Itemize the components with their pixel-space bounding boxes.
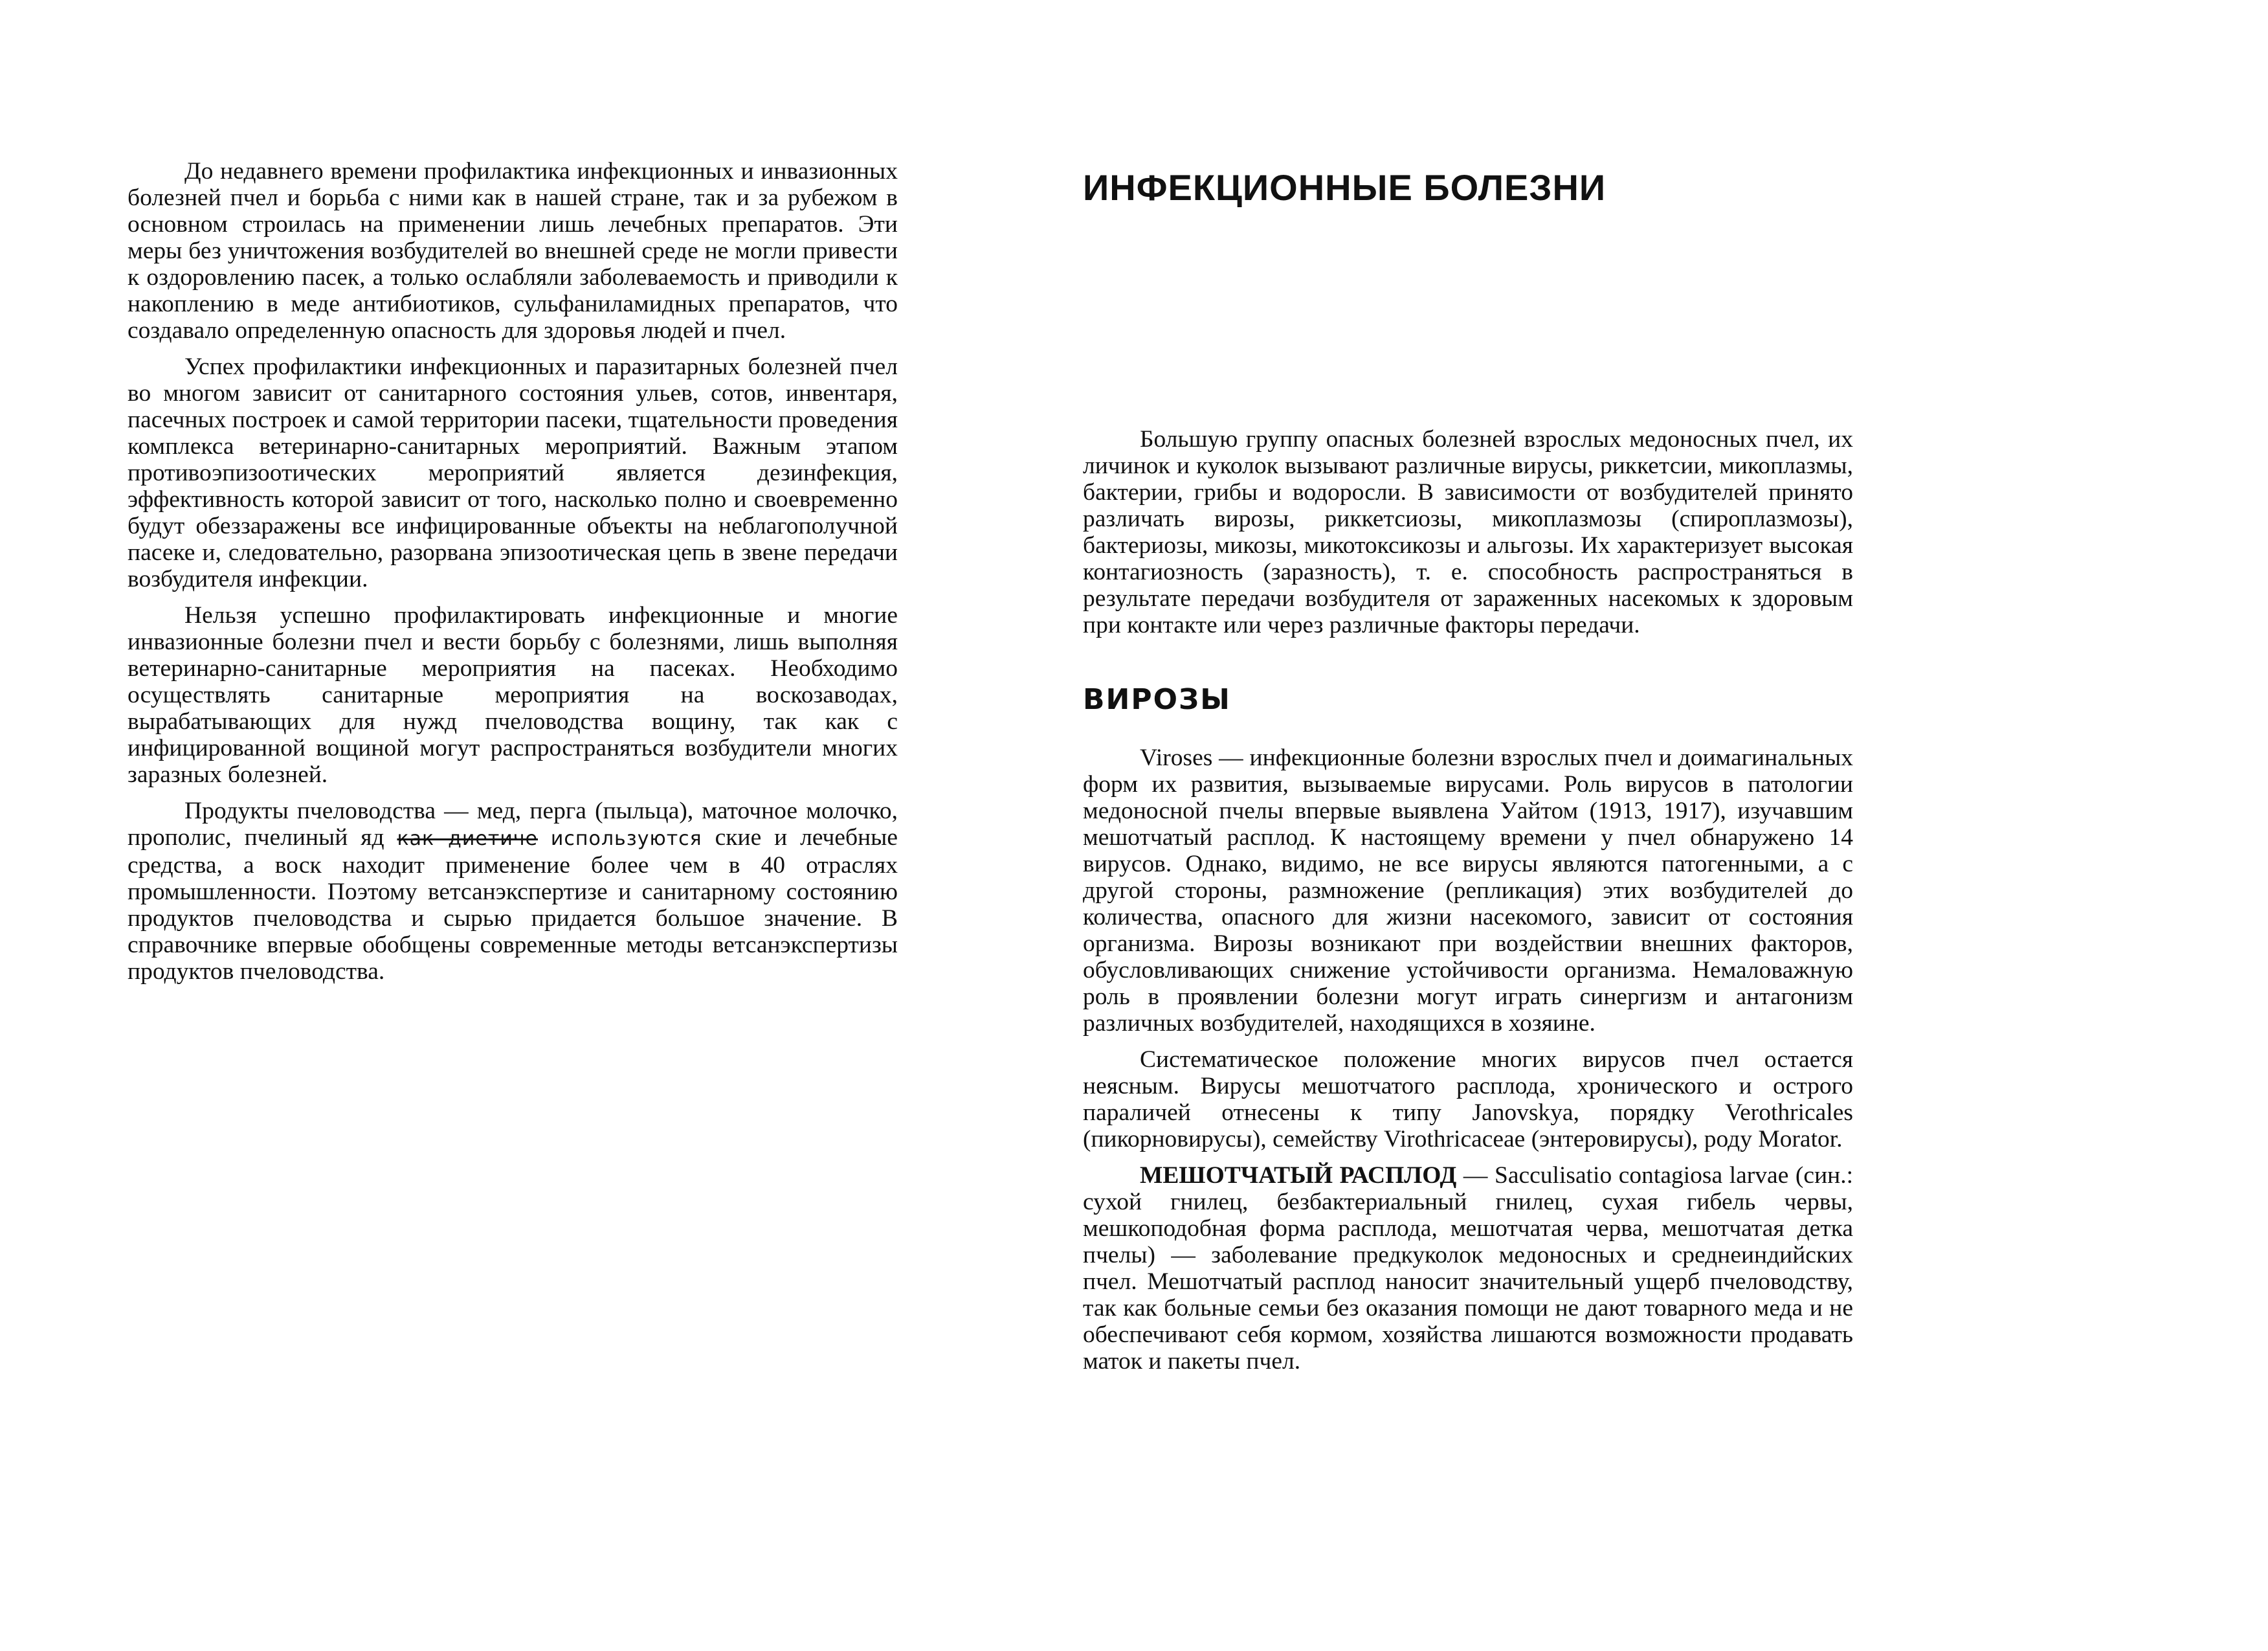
left-text-column [128,158,898,994]
left-paragraph-2: Успех профилактики инфекционных и паразитарных болезней пчел во многом зависит от санитарного состояния ульев, сотов, инвентаря, пасечных построек и самой территории пасеки, тщательности проведения комплекса ветеринарно-санитарных мероприятий. Важным этапом противоэпизоотических мероприятий является дезинфекция, эффективность которой зависит от того, насколько полно и своевременно будут обеззаражены все инфицированные объекты на неблагополучной пасеке и, следовательно, разорвана эпизоотическая цепь в звене передачи возбудителя инфекции. [128,354,898,592]
section-title: ВИРОЗЫ [1083,683,1231,716]
title-spacer [1083,208,1853,426]
entry-text: — Sacculisatio contagiosa larvae (син.: сухой гнилец, безбактериальный гнилец, сухая гибель червы, мешкоподобная форма расплода, мешотчатая черва, мешотчатая детка пчелы) — заболевание предкуколок медоносных и среднеиндийских пчел. Мешотчатый расплод наносит значительный ущерб пчеловодству, так как больные семьи без оказания помощи не дают товарного меда и не обеспечивают себя кормом, хозяйства лишаются возможности продавать маток и пакеты пчел. [1083,1162,1853,1375]
right-paragraph-2: Систематическое положение многих вирусов пчел остается неясным. Вирусы мешотчатого расплода, хронического и острого параличей отнесены к типу Janovskya, порядку Verothricales (пикорновирусы), семейству Virothricaceae (энтеровирусы), роду Morator. [1083,1046,1853,1152]
right-page [1083,0,2268,1651]
right-paragraph-1: Viroses — инфекционные болезни взрослых пчел и доимагинальных форм их развития, вызываемые вирусами. Роль вирусов в патологии медоносной пчелы впервые выявлена Уайтом (1913, 1917), изучавшим мешотчатый расплод. К настоящему времени у пчел обнаружено 14 вирусов. Однако, видимо, не все вирусы являются патогенными, а с другой стороны, размножение (репликация) этих возбудителей до количества, опасного для жизни насекомого, зависит от состояния организма. Вирозы возникают при воздействии внешних факторов, обусловливающих снижение устойчивости организма. Немаловажную роль в проявлении болезни могут играть синергизм и антагонизм различных возбудителей, находящихся в хозяине. [1083,745,1853,1037]
left-paragraph-4-rest: ские и лечебные средства, а воск находит применение более чем в 40 отраслях промышленности. Поэтому ветсанэкспертизе и санитарному состоянию продуктов пчеловодства и сырью придается большое значение. В справочнике впервые обобщены современные методы ветсанэкспертизы продуктов пчеловодства. [128,824,898,985]
struck-text: как диетиче [397,827,538,850]
chapter-title: ИНФЕКЦИОННЫЕ БОЛЕЗНИ [1083,167,1606,208]
inserted-correction: используются [550,827,702,850]
intro-paragraph: Большую группу опасных болезней взрослых медоносных пчел, их личинок и куколок вызывают различные вирусы, риккетсии, микоплазмы, бактерии, грибы и водоросли. В зависимости от возбудителей принято различать вирозы, риккетсиозы, микоплазмозы (спироплазмозы), бактериозы, микозы, микотоксикозы и альгозы. Их характеризует высокая контагиозность (заразность), т. е. способность распространяться в результате передачи возбудителя от зараженных насекомых к здоровым при контакте или через различные факторы передачи. [1083,426,1853,638]
right-text-column [1083,158,1853,1384]
left-paragraph-1: До недавнего времени профилактика инфекционных и инвазионных болезней пчел и борьба с ними как в нашей стране, так и за рубежом в основном строилась на применении лишь лечебных препаратов. Эти меры без уничтожения возбудителей во внешней среде не могли привести к оздоровлению пасек, а только ослабляли заболеваемость и приводили к накоплению в меде антибиотиков, сульфаниламидных препаратов, что создавало определенную опасность для здоровья людей и пчел. [128,158,898,344]
left-paragraph-4-lead: Продукты пчеловодства — мед, перга (пыльца), маточное молочко, прополис, пчелиный яд [128,798,898,851]
left-paragraph-3: Нельзя успешно профилактировать инфекционные и многие инвазионные болезни пчел и вести борьбу с болезнями, лишь выполняя ветеринарно-санитарные мероприятия на пасеках. Необходимо осуществлять санитарные мероприятия на воскозаводах, вырабатывающих для нужд пчеловодства вощину, так как с инфицированной вощиной могут распространяться возбудители многих заразных болезней. [128,602,898,788]
left-paragraph-4 [128,798,898,985]
entry-paragraph [1083,1162,1853,1375]
entry-term: МЕШОТЧАТЫЙ РАСПЛОД [1140,1162,1457,1189]
